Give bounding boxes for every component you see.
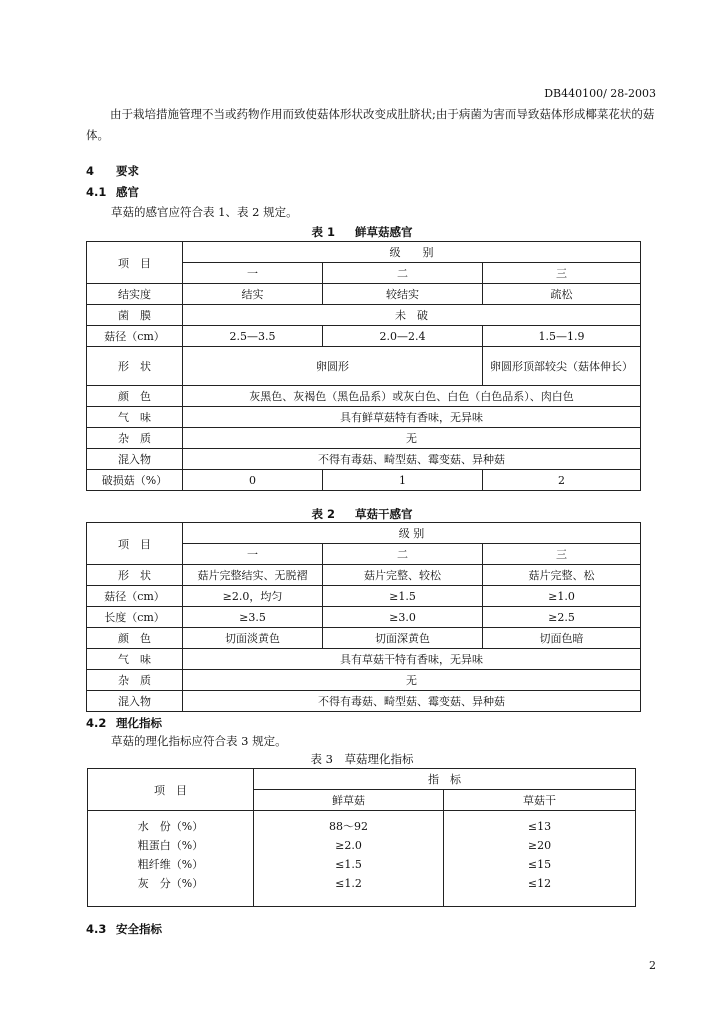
- table-row: [87, 242, 641, 263]
- dry-column-header: 草菇干: [444, 790, 636, 811]
- table-row: [87, 326, 641, 347]
- row-label: 灰 分（%）: [137, 877, 204, 890]
- section-title: 理化指标: [116, 716, 162, 730]
- row-label: 破损菇（%）: [87, 470, 183, 491]
- cell: 1.5—1.9: [483, 326, 641, 347]
- table-2-caption: [0, 506, 724, 522]
- table-title: 鲜草菇感官: [355, 225, 413, 239]
- row-label: 结实度: [87, 284, 183, 305]
- table-number: 表 2: [311, 507, 335, 521]
- cell: 卵圆形: [183, 347, 483, 386]
- index-header: 指 标: [254, 769, 636, 790]
- row-label: 菇径（cm）: [87, 586, 183, 607]
- cell: ≥2.5: [483, 607, 641, 628]
- section-4-2-heading: [86, 715, 162, 731]
- table-row: [87, 607, 641, 628]
- row-label: 菌 膜: [87, 305, 183, 326]
- fresh-column-header: 鲜草菇: [254, 790, 444, 811]
- row-label: 粗蛋白（%）: [137, 839, 204, 852]
- cell: ≤12: [444, 874, 636, 907]
- cell: ≤1.5: [254, 855, 444, 874]
- cell: ≥20: [444, 836, 636, 855]
- grade-header: 级 别: [183, 523, 641, 544]
- table-row: [88, 769, 636, 790]
- cell: 具有鲜草菇特有香味，无异味: [183, 407, 641, 428]
- section-4-heading: [86, 163, 139, 179]
- cell: 无: [183, 670, 641, 691]
- table-row: [87, 284, 641, 305]
- cell: 0: [183, 470, 323, 491]
- table-row: [87, 386, 641, 407]
- section-4-1-text: 草菇的感官应符合表 1、表 2 规定。: [111, 205, 298, 219]
- table-row: [87, 449, 641, 470]
- row-label: 杂 质: [87, 670, 183, 691]
- row-label: 形 状: [87, 565, 183, 586]
- document-id: DB440100/ 28-2003: [544, 87, 656, 100]
- table-row: [87, 305, 641, 326]
- section-title: 要求: [116, 164, 139, 178]
- grade-1-header: 一: [183, 544, 323, 565]
- cell: 2: [483, 470, 641, 491]
- table-row: [87, 407, 641, 428]
- cell: 88～92: [254, 811, 444, 837]
- cell: ≥1.0: [483, 586, 641, 607]
- row-label: 混入物: [87, 691, 183, 712]
- table-1-caption: [0, 224, 724, 240]
- cell: ≥2.0，均匀: [183, 586, 323, 607]
- cell: 切面色暗: [483, 628, 641, 649]
- row-label: 颜 色: [87, 628, 183, 649]
- page-number: 2: [649, 959, 656, 972]
- row-label: 长度（cm）: [87, 607, 183, 628]
- cell: 不得有毒菇、畸型菇、霉变菇、异种菇: [183, 691, 641, 712]
- item-header: 项 目: [87, 523, 183, 565]
- cell: 结实: [183, 284, 323, 305]
- cell: 不得有毒菇、畸型菇、霉变菇、异种菇: [183, 449, 641, 470]
- table-row: [87, 649, 641, 670]
- row-label: 混入物: [87, 449, 183, 470]
- row-label: 菇径（cm）: [87, 326, 183, 347]
- cell: ≥2.0: [254, 836, 444, 855]
- cell: 具有草菇干特有香味，无异味: [183, 649, 641, 670]
- table-1: [86, 241, 641, 491]
- table-row: [88, 836, 636, 855]
- table-3-caption: 表 3 草菇理化指标: [310, 752, 414, 766]
- cell: 切面淡黄色: [183, 628, 323, 649]
- cell: ≥3.5: [183, 607, 323, 628]
- table-row: [87, 628, 641, 649]
- cell: 未 破: [183, 305, 641, 326]
- section-4-1-heading: [86, 184, 139, 200]
- table-row: [88, 811, 636, 837]
- cell: 菇片完整结实、无脱褶: [183, 565, 323, 586]
- intro-paragraph: 由于栽培措施管理不当或药物作用而致使菇体形状改变成肚脐状;由于病菌为害而导致菇体形成椰菜花状的菇体。: [86, 107, 655, 142]
- table-row: [87, 565, 641, 586]
- table-row: [88, 855, 636, 874]
- row-label: 水 份（%）: [137, 820, 204, 833]
- row-label: 粗纤维（%）: [137, 858, 204, 871]
- grade-2-header: 二: [323, 263, 483, 284]
- grade-3-header: 三: [483, 544, 641, 565]
- row-label: 气 味: [87, 407, 183, 428]
- cell: 卵圆形顶部较尖（菇体伸长）: [483, 347, 641, 386]
- section-title: 感官: [116, 185, 139, 199]
- table-2: [86, 522, 641, 712]
- section-number: 4.3: [86, 922, 107, 936]
- table-row: [87, 670, 641, 691]
- section-title: 安全指标: [116, 922, 162, 936]
- cell: 菇片完整、较松: [323, 565, 483, 586]
- cell: 1: [323, 470, 483, 491]
- cell: 2.0—2.4: [323, 326, 483, 347]
- table-title: 草菇干感官: [355, 507, 413, 521]
- cell: 2.5—3.5: [183, 326, 323, 347]
- item-header: 项 目: [88, 769, 254, 811]
- row-label: 形 状: [87, 347, 183, 386]
- grade-2-header: 二: [323, 544, 483, 565]
- table-row: [87, 691, 641, 712]
- cell: 较结实: [323, 284, 483, 305]
- cell: 疏松: [483, 284, 641, 305]
- grade-header: 级 别: [183, 242, 641, 263]
- section-4-2-text: 草菇的理化指标应符合表 3 规定。: [111, 734, 287, 748]
- row-label: 颜 色: [87, 386, 183, 407]
- table-row: [87, 428, 641, 449]
- table-row: [87, 586, 641, 607]
- cell: ≤1.2: [254, 874, 444, 907]
- cell: 灰黑色、灰褐色（黑色品系）或灰白色、白色（白色品系）、肉白色: [183, 386, 641, 407]
- table-row: [87, 470, 641, 491]
- table-row: [88, 874, 636, 907]
- section-4-3-heading: [86, 921, 162, 937]
- table-3: [87, 768, 636, 907]
- cell: ≥3.0: [323, 607, 483, 628]
- section-number: 4: [86, 164, 95, 178]
- grade-1-header: 一: [183, 263, 323, 284]
- cell: ≥1.5: [323, 586, 483, 607]
- item-header: 项 目: [87, 242, 183, 284]
- section-number: 4.1: [86, 185, 107, 199]
- section-number: 4.2: [86, 716, 107, 730]
- cell: 无: [183, 428, 641, 449]
- table-number: 表 1: [311, 225, 335, 239]
- cell: ≤13: [444, 811, 636, 837]
- row-label: 杂 质: [87, 428, 183, 449]
- cell: 切面深黄色: [323, 628, 483, 649]
- grade-3-header: 三: [483, 263, 641, 284]
- row-label: 气 味: [87, 649, 183, 670]
- cell: ≤15: [444, 855, 636, 874]
- table-row: [87, 347, 641, 386]
- table-row: [87, 523, 641, 544]
- cell: 菇片完整、松: [483, 565, 641, 586]
